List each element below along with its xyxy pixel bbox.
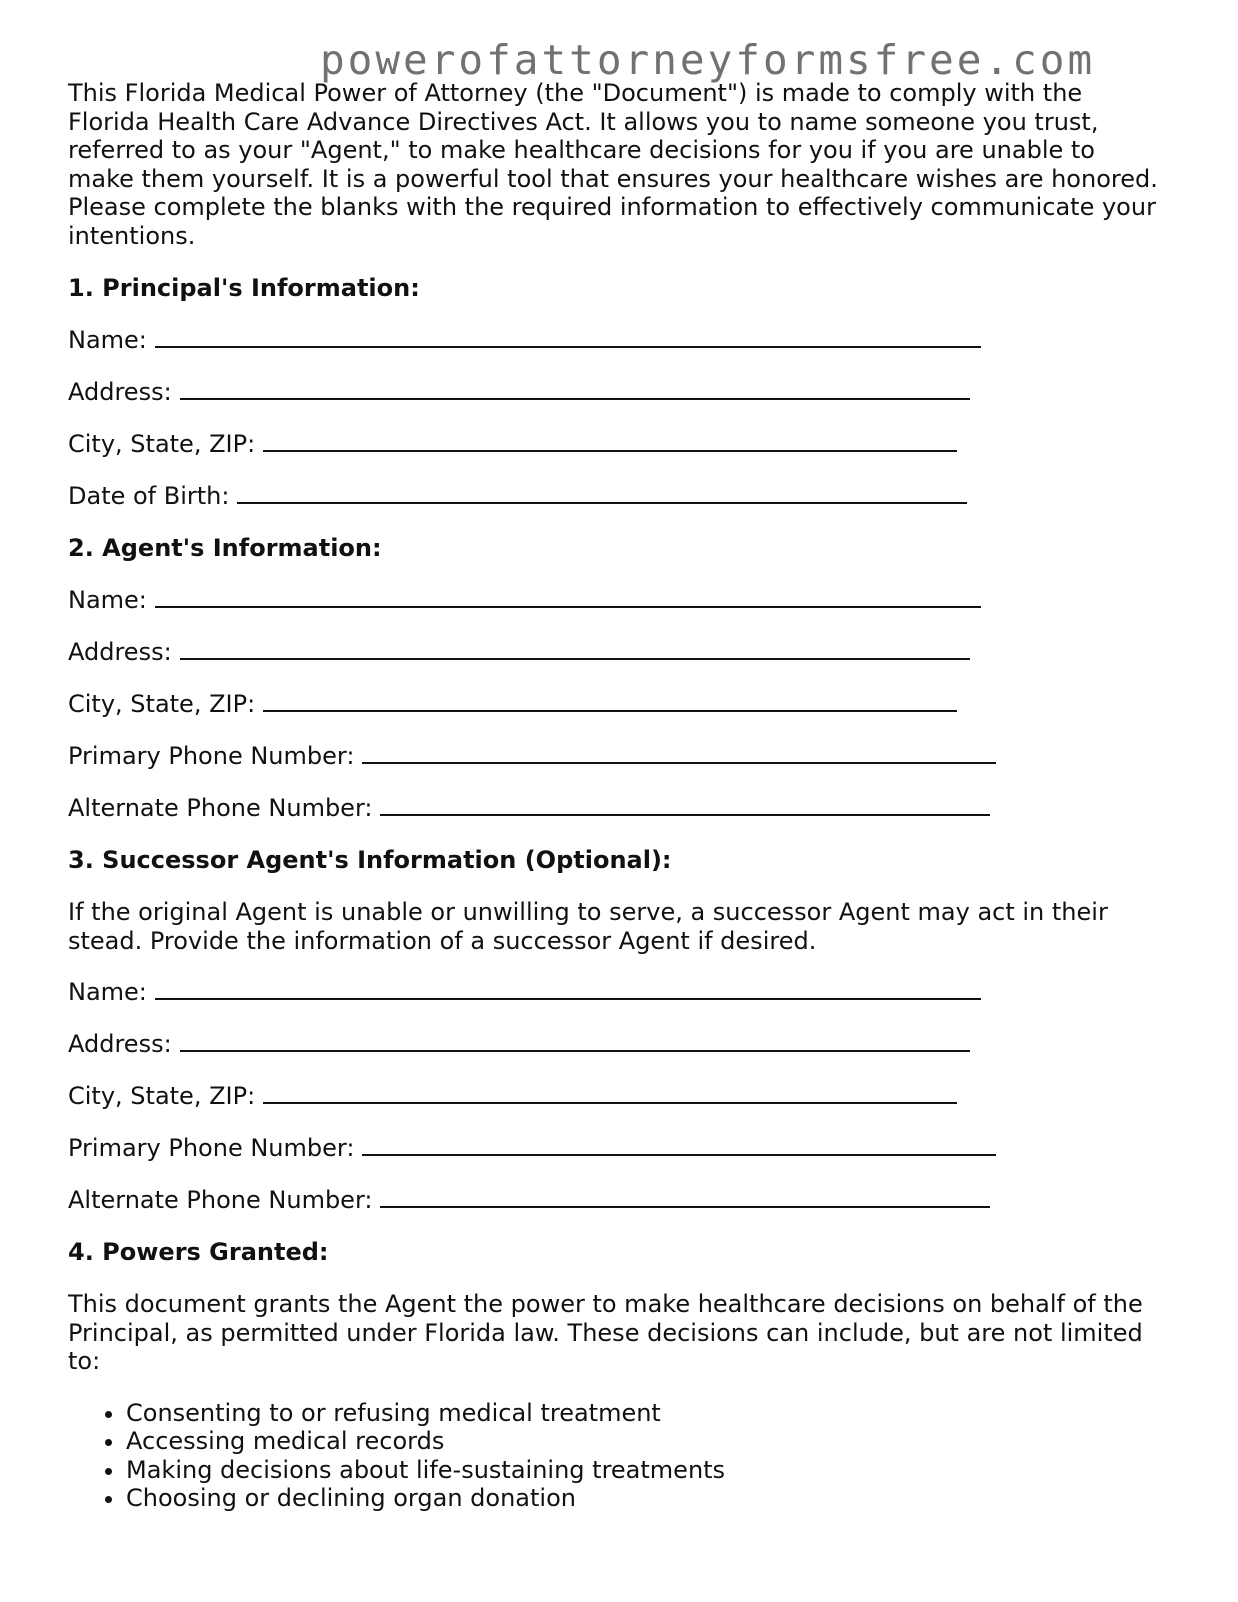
list-item: • Making decisions about life-sustaining treatments: [126, 1456, 1168, 1485]
successor-description: If the original Agent is unable or unwilling to serve, a successor Agent may act in their stead. Provide the information of a successor Agent if desired.: [68, 898, 1108, 955]
successor-primary-phone-field: [68, 1134, 1168, 1186]
agent-name-field: [68, 586, 1168, 638]
list-item: • Consenting to or refusing medical treatment: [126, 1399, 1168, 1428]
intro-paragraph: This Florida Medical Power of Attorney (the "Document") is made to comply with the Florida Health Care Advance Directives Act. It allows you to name someone you trust, referred to as your "Agent," to make healthcare decisions for you if you are unable to make them yourself. It is a powerful tool that ensures your healthcare wishes are honored. Please complete the blanks with the required information to effectively communicate your intentions.: [68, 79, 1158, 250]
agent-primary-phone-blank[interactable]: [362, 742, 996, 764]
agent-address-field: [68, 638, 1168, 690]
principal-city-blank[interactable]: [263, 430, 957, 452]
powers-section-heading: 4. Powers Granted:: [68, 1238, 329, 1266]
successor-primary-phone-blank[interactable]: [362, 1134, 996, 1156]
successor-alternate-phone-label: Alternate Phone Number:: [68, 1186, 373, 1214]
agent-address-blank[interactable]: [180, 638, 970, 660]
principal-name-blank[interactable]: [155, 326, 981, 348]
principal-address-field: [68, 378, 1168, 430]
principal-address-blank[interactable]: [180, 378, 970, 400]
list-item: • Accessing medical records: [126, 1427, 1168, 1456]
watermark: powerofattorneyformsfree.com: [320, 36, 1096, 84]
successor-address-field: [68, 1030, 1168, 1082]
agent-primary-phone-label: Primary Phone Number:: [68, 742, 355, 770]
successor-city-label: City, State, ZIP:: [68, 1082, 256, 1110]
principal-city-field: [68, 430, 1168, 482]
principal-address-label: Address:: [68, 378, 172, 406]
principal-dob-label: Date of Birth:: [68, 482, 230, 510]
successor-primary-phone-label: Primary Phone Number:: [68, 1134, 355, 1162]
successor-name-field: [68, 978, 1168, 1030]
document-page: [68, 79, 1168, 1513]
agent-address-label: Address:: [68, 638, 172, 666]
agent-section-heading: 2. Agent's Information:: [68, 534, 382, 562]
principal-dob-blank[interactable]: [237, 482, 967, 504]
agent-alternate-phone-label: Alternate Phone Number:: [68, 794, 373, 822]
successor-alternate-phone-field: [68, 1186, 1168, 1238]
agent-name-label: Name:: [68, 586, 147, 614]
principal-city-label: City, State, ZIP:: [68, 430, 256, 458]
principal-section-heading: 1. Principal's Information:: [68, 274, 420, 302]
list-item: • Choosing or declining organ donation: [126, 1484, 1168, 1513]
agent-city-label: City, State, ZIP:: [68, 690, 256, 718]
successor-section-heading: 3. Successor Agent's Information (Optional):: [68, 846, 672, 874]
agent-name-blank[interactable]: [155, 586, 981, 608]
principal-dob-field: [68, 482, 1168, 534]
agent-city-field: [68, 690, 1168, 742]
agent-primary-phone-field: [68, 742, 1168, 794]
successor-address-blank[interactable]: [180, 1030, 970, 1052]
successor-address-label: Address:: [68, 1030, 172, 1058]
successor-city-blank[interactable]: [263, 1082, 957, 1104]
agent-alternate-phone-blank[interactable]: [380, 794, 990, 816]
successor-city-field: [68, 1082, 1168, 1134]
powers-list: [68, 1399, 1168, 1513]
principal-name-label: Name:: [68, 326, 147, 354]
powers-description: This document grants the Agent the power to make healthcare decisions on behalf of the Principal, as permitted under Florida law. These decisions can include, but are not limited to:: [68, 1290, 1143, 1375]
successor-name-label: Name:: [68, 978, 147, 1006]
successor-alternate-phone-blank[interactable]: [380, 1186, 990, 1208]
agent-alternate-phone-field: [68, 794, 1168, 846]
principal-name-field: [68, 326, 1168, 378]
agent-city-blank[interactable]: [263, 690, 957, 712]
successor-name-blank[interactable]: [155, 978, 981, 1000]
